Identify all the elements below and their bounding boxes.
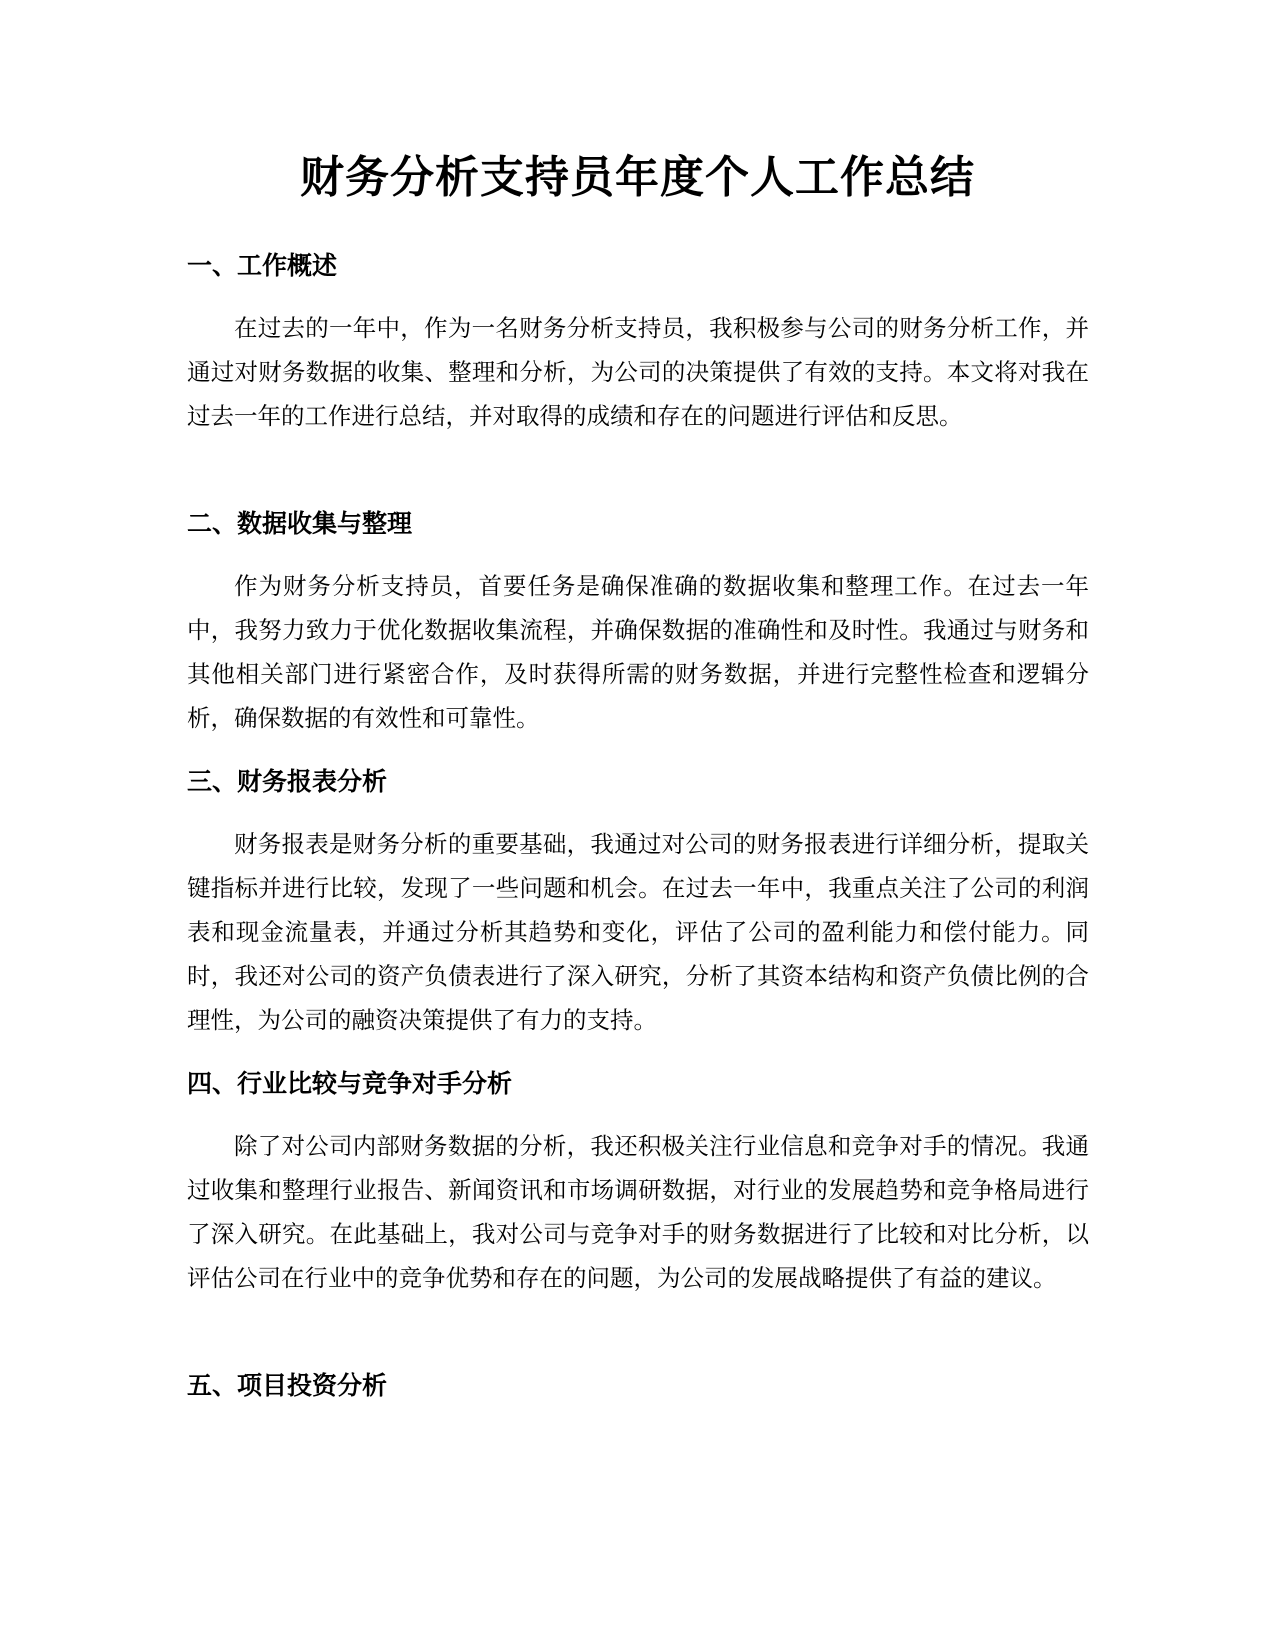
section-financial-statements [187, 764, 1089, 1042]
document-title: 财务分析支持员年度个人工作总结 [300, 152, 975, 203]
section-heading: 五、项目投资分析 [187, 1371, 388, 1400]
section-paragraph: 除了对公司内部财务数据的分析，我还积极关注行业信息和竞争对手的情况。我通过收集和整理行业报告、新闻资讯和市场调研数据，对行业的发展趋势和竞争格局进行了深入研究。在此基础上，我对公司与竞争对手的财务数据进行了比较和对比分析，以评估公司在行业中的竞争优势和存在的问题，为公司的发展战略提供了有益的建议。 [187, 1132, 1089, 1292]
section-heading: 一、工作概述 [187, 251, 338, 280]
section-data-collection [187, 506, 1089, 740]
section-paragraph: 作为财务分析支持员，首要任务是确保准确的数据收集和整理工作。在过去一年中，我努力致力于优化数据收集流程，并确保数据的准确性和及时性。我通过与财务和其他相关部门进行紧密合作，及时获得所需的财务数据，并进行完整性检查和逻辑分析，确保数据的有效性和可靠性。 [187, 572, 1089, 732]
section-work-overview [187, 248, 1089, 438]
section-heading: 三、财务报表分析 [187, 767, 388, 796]
section-heading: 二、数据收集与整理 [187, 509, 413, 538]
section-paragraph: 财务报表是财务分析的重要基础，我通过对公司的财务报表进行详细分析，提取关键指标并进行比较，发现了一些问题和机会。在过去一年中，我重点关注了公司的利润表和现金流量表，并通过分析其趋势和变化，评估了公司的盈利能力和偿付能力。同时，我还对公司的资产负债表进行了深入研究，分析了其资本结构和资产负债比例的合理性，为公司的融资决策提供了有力的支持。 [187, 830, 1089, 1034]
section-heading: 四、行业比较与竞争对手分析 [187, 1069, 513, 1098]
section-paragraph: 在过去的一年中，作为一名财务分析支持员，我积极参与公司的财务分析工作，并通过对财务数据的收集、整理和分析，为公司的决策提供了有效的支持。本文将对我在过去一年的工作进行总结，并对取得的成绩和存在的问题进行评估和反思。 [187, 314, 1089, 430]
section-industry-comparison [187, 1066, 1089, 1300]
section-project-investment [187, 1368, 1089, 1404]
